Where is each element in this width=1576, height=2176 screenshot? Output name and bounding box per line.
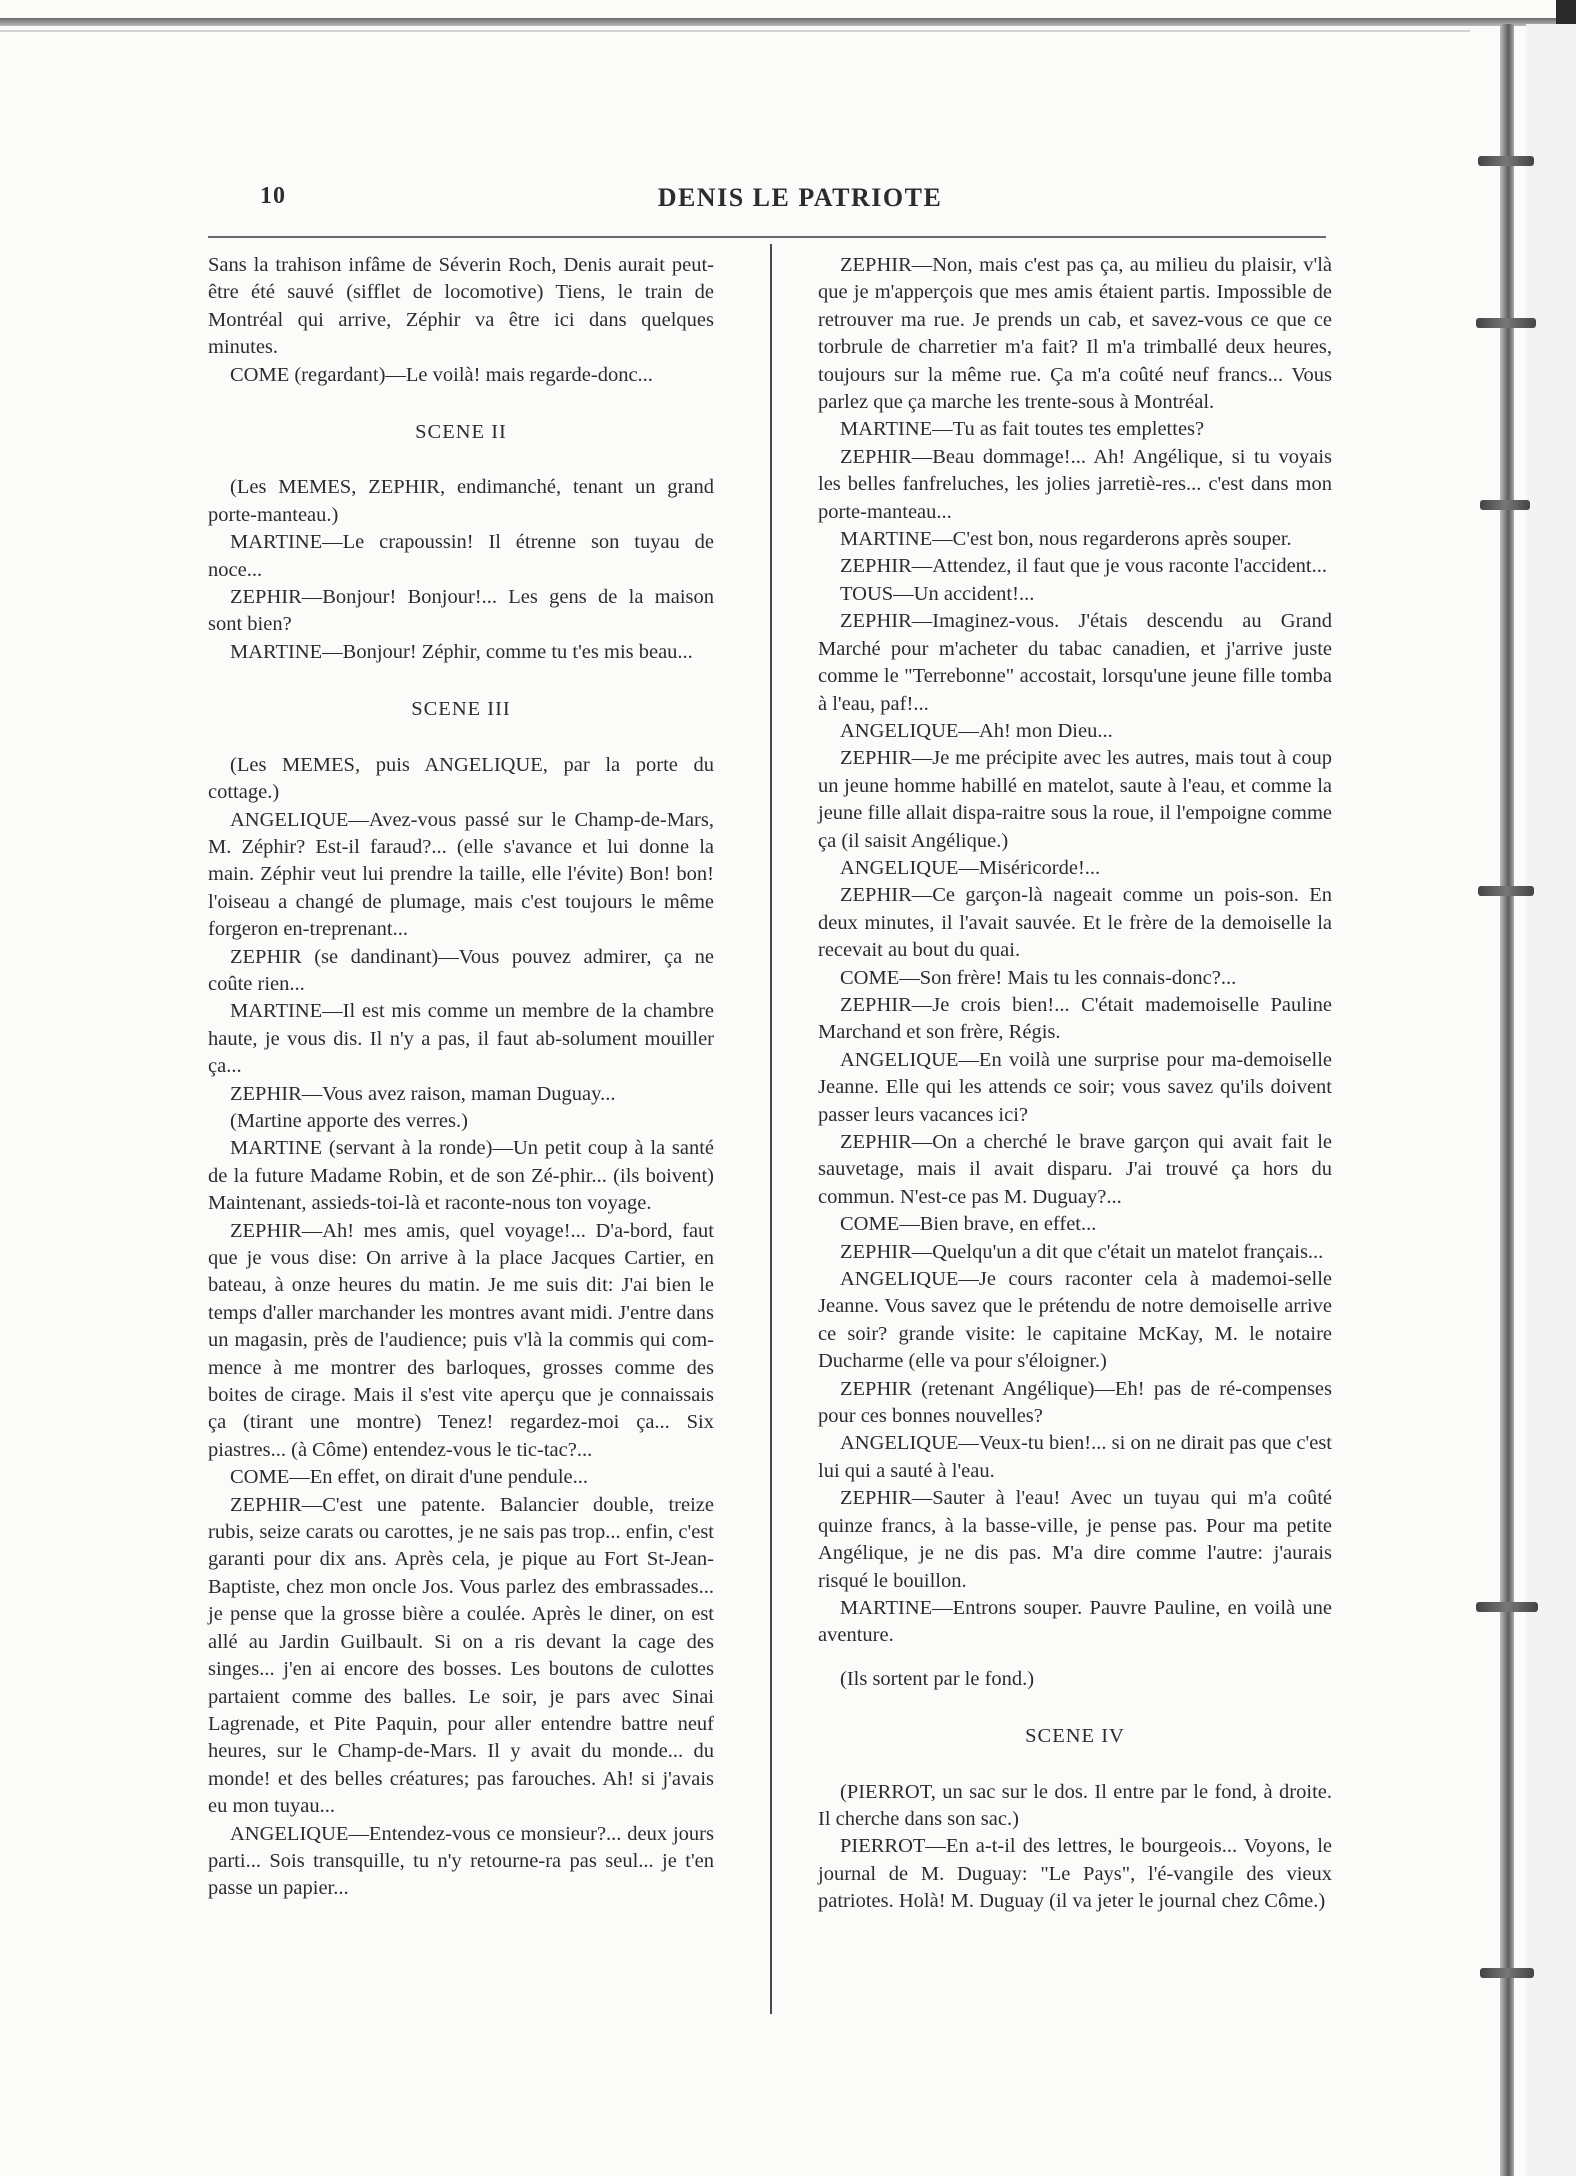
dialogue-paragraph: COME—Son frère! Mais tu les connais-donc?...	[840, 966, 1237, 989]
binding-stitch	[1476, 318, 1536, 328]
dialogue-paragraph: COME—Bien brave, en effet...	[840, 1213, 1097, 1236]
dialogue-paragraph: Sans la trahison infâme de Séverin Roch, Denis aurait peut-être été sauvé (sifflet de locomotive) Tiens, le train de Montréal qui arrive, Zéphir va être ici dans quelques minutes.	[208, 254, 714, 359]
dialogue-paragraph: MARTINE (servant à la ronde)—Un petit coup à la santé de la future Madame Robin, et de son Zé-phir... (ils boivent) Maintenant, assieds-toi-là et raconte-nous ton voyage.	[208, 1137, 714, 1215]
scan-top-edge	[0, 18, 1576, 26]
dialogue-paragraph: COME—En effet, on dirait d'une pendule...	[230, 1466, 588, 1489]
dialogue-paragraph: ANGELIQUE—Miséricorde!...	[840, 856, 1101, 879]
binding-stitch	[1480, 1968, 1534, 1978]
dialogue-paragraph: ZEPHIR—Quelqu'un a dit que c'était un matelot français...	[840, 1240, 1324, 1263]
dialogue-paragraph: ZEPHIR—On a cherché le brave garçon qui avait fait le sauvetage, mais il avait disparu. J'ai trouvé ça hors du commun. N'est-ce pas M. Duguay?...	[818, 1131, 1332, 1208]
binding-stitch	[1476, 1602, 1538, 1612]
dialogue-paragraph: ZEPHIR—Bonjour! Bonjour!... Les gens de la maison sont bien?	[208, 586, 714, 636]
stage-direction: (PIERROT, un sac sur le dos. Il entre par le fond, à droite. Il cherche dans son sac.)	[818, 1780, 1332, 1830]
dialogue-paragraph: ZEPHIR—Beau dommage!... Ah! Angélique, si tu voyais les belles fanfreluches, les jolies jarretiè-res... c'est dans mon porte-manteau...	[818, 445, 1332, 523]
dialogue-paragraph: ZEPHIR—Sauter à l'eau! Avec un tuyau qui m'a coûté quinze francs, à la basse-ville, je pense pas. Pour ma petite Angélique, je ne dis pas. M'a dire comme l'autre: j'aurais risqué le bouillon.	[818, 1487, 1332, 1592]
left-column	[208, 252, 714, 1903]
dialogue-paragraph: ANGELIQUE—Veux-tu bien!... si on ne dirait pas que c'est lui qui a sauté à l'eau.	[818, 1432, 1332, 1482]
page-number: 10	[260, 183, 286, 209]
dialogue-paragraph: ZEPHIR—Attendez, il faut que je vous raconte l'accident...	[840, 555, 1327, 578]
binding-stitch	[1478, 886, 1534, 896]
dialogue-paragraph: MARTINE—Il est mis comme un membre de la chambre haute, je vous dis. Il n'y a pas, il faut ab-solument mouiller ça...	[208, 1000, 714, 1078]
dialogue-paragraph: TOUS—Un accident!...	[840, 582, 1035, 605]
dialogue-paragraph: ZEPHIR—Non, mais c'est pas ça, au milieu du plaisir, v'là que je m'apperçois que mes amis étaient partis. Impossible de retrouver ma rue. Je prends un cab, et savez-vous ce que ce torbrule de charretier m'a fait? Il m'a trimballé deux heures, toujours sur la même rue. Ça m'a coûté neuf francs... Vous parlez que ça marche les trente-sous à Montréal.	[818, 254, 1332, 414]
dialogue-paragraph: MARTINE—Bonjour! Zéphir, comme tu t'es mis beau...	[230, 640, 693, 663]
right-column	[818, 252, 1332, 1916]
binding-stitch	[1478, 156, 1534, 166]
dialogue-paragraph: ANGELIQUE—En voilà une surprise pour ma-demoiselle Jeanne. Elle qui les attends ce soir; vous savez qu'ils doivent passer leurs vacances ici?	[818, 1048, 1332, 1126]
dialogue-paragraph: ZEPHIR (se dandinant)—Vous pouvez admirer, ça ne coûte rien...	[208, 945, 714, 995]
stage-direction: (Les MEMES, puis ANGELIQUE, par la porte du cottage.)	[208, 753, 714, 804]
scene-heading: SCENE III	[411, 698, 511, 721]
dialogue-paragraph: ANGELIQUE—Entendez-vous ce monsieur?... deux jours parti... Sois transquille, tu n'y retourne-ra pas seul... je t'en passe un papier...	[208, 1822, 714, 1900]
scene-heading: SCENE IV	[1025, 1725, 1125, 1748]
dialogue-paragraph: ZEPHIR—Vous avez raison, maman Duguay...	[230, 1082, 616, 1105]
dialogue-paragraph: ZEPHIR—Ce garçon-là nageait comme un pois-son. En deux minutes, il l'avait sauvée. Et le frère de la demoiselle la recevait au bout du quai.	[818, 884, 1332, 962]
stage-direction: (Ils sortent par le fond.)	[840, 1667, 1035, 1690]
dialogue-paragraph: ZEPHIR—Imaginez-vous. J'étais descendu au Grand Marché pour m'acheter du tabac canadien, et j'arrive juste comme le "Terrebonne" accostait, lorsqu'une jeune fille tomba à l'eau, paf!...	[818, 610, 1332, 715]
stage-direction: (Martine apporte des verres.)	[230, 1109, 468, 1132]
dialogue-paragraph: MARTINE—Tu as fait toutes tes emplettes?	[840, 418, 1205, 441]
dialogue-paragraph: ANGELIQUE—Je cours raconter cela à mademoi-selle Jeanne. Vous savez que le prétendu de notre demoiselle arrive ce soir? grande visite: le capitaine McKay, M. le notaire Ducharme (elle va pour s'éloigner.)	[818, 1268, 1332, 1373]
dialogue-paragraph: ANGELIQUE—Avez-vous passé sur le Champ-de-Mars, M. Zéphir? Est-il faraud?... (elle s'avance et lui donne la main. Zéphir veut lui prendre la taille, elle l'évite) Bon! bon! l'oiseau a changé de plumage, mais c'est toujours le même forgeron en-treprenant...	[208, 808, 714, 941]
header-rule	[208, 236, 1326, 238]
binding-stitch	[1480, 500, 1530, 510]
dialogue-paragraph: ZEPHIR—C'est une patente. Balancier double, treize rubis, seize carats ou carottes, je ne sais pas trop... enfin, c'est garanti pour dix ans. Après cela, je pique au Fort St-Jean-Baptiste, chez mon oncle Jos. Vous parlez des embrassades... je pense que la grosse bière a coulée. Après le diner, on est allé au Jardin Guilbault. Si on a ris devant la cage des singes... j'en ai encore des bosses. Les boutons de culottes partaient comme des balles. Le soir, je pars avec Sinai Lagrenade, et Pite Paquin, pour aller entendre battre neuf heures, sur le Champ-de-Mars. Il y avait du monde... du monde! et des belles créatures; pas farouches. Ah! si j'avais eu mon tuyau...	[208, 1493, 714, 1818]
dialogue-paragraph: PIERROT—En a-t-il des lettres, le bourgeois... Voyons, le journal de M. Duguay: "Le Pays", l'é-vangile des vieux patriotes. Holà! M. Duguay (il va jeter le journal chez Côme.)	[818, 1835, 1332, 1913]
binding-corner	[1556, 0, 1576, 24]
scene-heading: SCENE II	[415, 421, 507, 444]
stage-direction: (Les MEMES, ZEPHIR, endimanché, tenant un grand porte-manteau.)	[208, 476, 714, 526]
dialogue-paragraph: ZEPHIR—Ah! mes amis, quel voyage!... D'a-bord, faut que je vous dise: On arrive à la place Jacques Cartier, en bateau, à onze heures du matin. Je me suis dit: J'ai bien le temps d'aller marchander les montres avant midi. J'entre dans un magasin, près de l'audience; puis v'là la commis qui com-mence à me montrer des barloques, grosses comme des boites de cirage. Mais il s'est vite aperçu que je connaissais ça (tirant une montre) Tenez! regardez-moi ça... Six piastres... (à Côme) entendez-vous le tic-tac?...	[208, 1219, 714, 1461]
dialogue-paragraph: MARTINE—C'est bon, nous regarderons après souper.	[840, 528, 1292, 551]
book-binding	[1500, 24, 1514, 2176]
column-divider	[770, 244, 772, 2014]
dialogue-paragraph: ZEPHIR—Je me précipite avec les autres, mais tout à coup un jeune homme habillé en matelot, saute à l'eau, et comme la jeune fille allait dispa-raitre sous la roue, il l'empoigne comme ça (il saisit Angélique.)	[818, 747, 1332, 852]
binding-edge	[1526, 24, 1576, 2176]
scan-top-edge-thin	[0, 30, 1470, 32]
dialogue-paragraph: ZEPHIR—Je crois bien!... C'était mademoiselle Pauline Marchand et son frère, Régis.	[818, 993, 1332, 1044]
running-title: DENIS LE PATRIOTE	[657, 183, 943, 212]
dialogue-paragraph: ZEPHIR (retenant Angélique)—Eh! pas de ré-compenses pour ces bonnes nouvelles?	[818, 1377, 1332, 1428]
dialogue-paragraph: COME (regardant)—Le voilà! mais regarde-donc...	[230, 363, 653, 386]
dialogue-paragraph: ANGELIQUE—Ah! mon Dieu...	[840, 719, 1113, 742]
dialogue-paragraph: MARTINE—Entrons souper. Pauvre Pauline, en voilà une aventure.	[818, 1596, 1332, 1647]
dialogue-paragraph: MARTINE—Le crapoussin! Il étrenne son tuyau de noce...	[208, 531, 714, 581]
